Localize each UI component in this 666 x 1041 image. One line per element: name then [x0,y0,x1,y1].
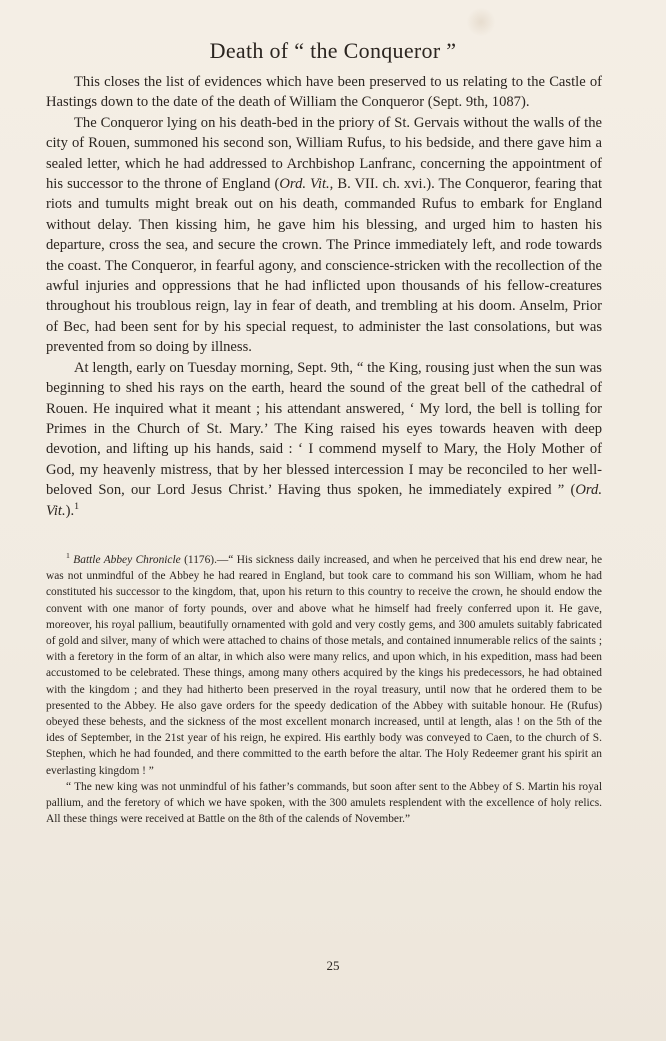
italic-citation: Ord. Vit. [46,482,602,519]
page-number: 25 [326,958,340,973]
text-run: At length, early on Tuesday morning, Sept. 9th, “ the King, rousing just when the sun was beginning to shed his rays on the earth, heard the sound of the great bell of the cathedral of Rouen. He inquired what it meant ; his attendant answered, ‘ My lord, the bell is tolling for Primes in the Church of St. Mary.’ The King raised his eyes towards heaven with deep devotion, and lifting up his hands, said : ‘ I commend myself to Mary, the Holy Mother of God, my heavenly mistress, that by her blessed intercession I may be reconciled to her well-beloved Son, our Lord Jesus Christ.’ Having thus spoken, he immediately expired ” ( [46,359,602,499]
paragraph [46,72,602,113]
text-run: “ The new king was not unmindful of his father’s commands, but soon after sent to the Abbey of S. Martin his royal pallium, and the feretory of which we have spoken, with the 300 amulets resplendent with the excellence of holy relics. All these things were received at Battle on the 8th of the calends of November.” [46,780,602,826]
text-run: , B. VII. ch. xvi.). The Conqueror, fearing that riots and tumults might break out on his death, commanded Rufus to embark for England without delay. Then kissing him, he gave him his blessing, and urged him to hasten his departure, cross the sea, and secure the crown. The Prince immediately left, and rode towards the coast. The Conqueror, in fearful agony, and conscience-stricken with the recollection of the awful injuries and oppressions that he had inflicted upon thousands of his fellow-creatures throughout his troublous reign, lay in fear of death, and trembling at his doom. Anselm, Prior of Bec, had been sent for by his special request, to administer the last consolations, but was prevented from so doing by illness. [46,176,603,356]
text-run: (1176).—“ His sickness daily increased, and when he perceived that his end drew near, he was not unmindful of the Abbey he had reared in England, but took care to command his son William, whom he had constituted his successor to the kingdom, that, upon his return to this country to receive the crown, he should endow the convent with one manor of forty pounds, over and above what he himself had freely conferred upon it. He gave, moreover, his royal pallium, beautifully ornamented with gold and very costly gems, and 300 amulets suitably fabricated of gold and silver, many of which were attached to chains of those metals, and contained innumerable relics of the saints ; with a feretory in the form of an altar, in which also were many relics, and upon which, in his expedition, mass had been accustomed to be celebrated. These things, among many others acquired by the kings his predecessors, he had obtained with the kingdom ; and they had hitherto been preserved in the royal treasury, until now that he ordered them to be presented to the Abbey. He also gave orders for the speedy dedication of the Abbey with suitable honour. He (Rufus) obeyed these behests, and the sickness of the most excellent monarch increased, until at length, alas ! on the 5th of the ides of September, in the 21st year of his reign, he expired. His earthly body was conveyed to Caen, to the church of S. Stephen, which he had founded, and there committed to the earth before the altar. The Holy Redeemer grant his spirit an everlasting kingdom ! ” [46,554,602,777]
paragraph [46,358,602,521]
paragraph [46,113,602,358]
main-text [46,72,602,521]
footnote-marker: 1 [66,551,70,561]
footnote [46,552,602,779]
text-run: ). [65,502,75,519]
footnote [46,779,602,828]
text-run: This closes the list of evidences which have been preserved to us relating to the Castle of Hastings down to the date of the death of William the Conqueror (Sept. 9th, 1087). [46,74,602,111]
page-title: Death of “ the Conqueror ” [209,38,457,63]
footnotes [46,552,602,827]
footnote-marker: 1 [74,500,80,512]
italic-citation: Ord. Vit. [279,176,330,193]
text-run: The Conqueror lying on his death-bed in the priory of St. Gervais without the walls of the city of Rouen, summoned his second son, William Rufus, to his bedside, and there gave him a sealed letter, which he had addressed to Archbishop Lanfranc, concerning the appointment of his successor to the throne of England ( [46,114,602,193]
paper-stain [466,8,496,36]
italic-citation: Battle Abbey Chronicle [73,554,181,566]
